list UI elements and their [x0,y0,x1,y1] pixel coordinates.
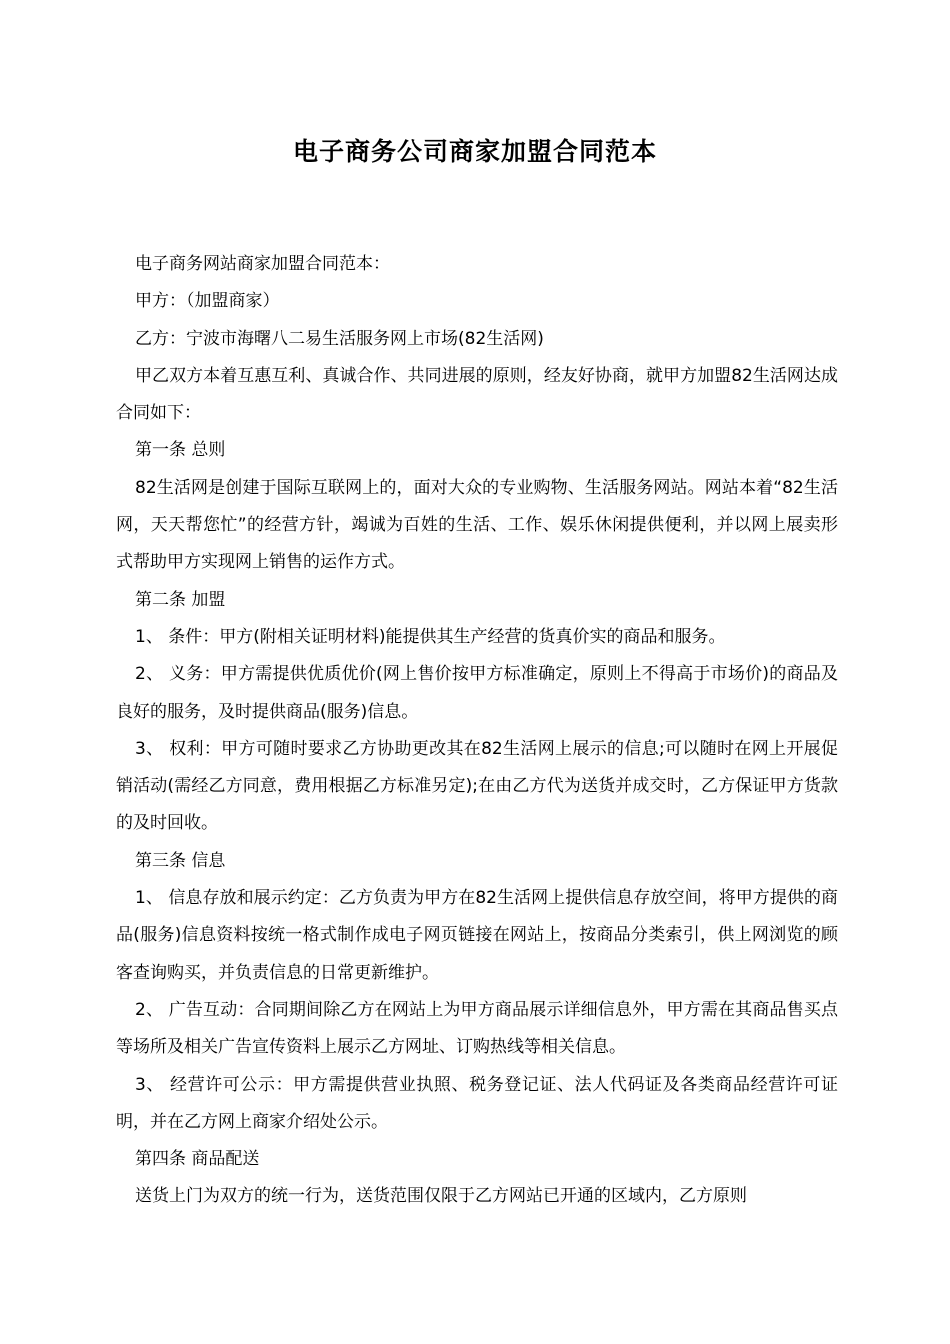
clause-3-1: 1、 信息存放和展示约定：乙方负责为甲方在82生活网上提供信息存放空间，将甲方提供的商品(服务)信息资料按统一格式制作成电子网页链接在网站上，按商品分类索引，供上网浏览的顾客查询购买，并负责信息的日常更新维护。 [116,888,838,983]
clause-2-3: 3、 权利：甲方可随时要求乙方协助更改其在82生活网上展示的信息;可以随时在网上开展促销活动(需经乙方同意，费用根据乙方标准另定);在由乙方代为送货并成交时，乙方保证甲方货款的及时回收。 [116,738,838,834]
paragraph-general: 82生活网是创建于国际互联网上的，面对大众的专业购物、生活服务网站。网站本着“82生活网，天天帮您忙”的经营方针，竭诚为百姓的生活、工作、娱乐休闲提供便利，并以网上展卖形式帮助甲方实现网上销售的运作方式。 [116,477,838,573]
document-title: 电子商务公司商家加盟合同范本 [292,137,657,166]
section-heading-2: 第二条 加盟 [135,589,226,610]
clause-2-2: 2、 义务：甲方需提供优质优价(网上售价按甲方标准确定，原则上不得高于市场价)的商品及良好的服务，及时提供商品(服务)信息。 [116,664,838,722]
clause-3-2: 2、 广告互动：合同期间除乙方在网站上为甲方商品展示详细信息外，甲方需在其商品售买点等场所及相关广告宣传资料上展示乙方网址、订购热线等相关信息。 [116,999,838,1058]
paragraph-intro: 电子商务网站商家加盟合同范本： [135,254,390,274]
paragraph-party-b: 乙方：宁波市海曙八二易生活服务网上市场(82生活网) [135,328,544,349]
document-body [116,246,838,1216]
clause-2-1: 1、 条件：甲方(附相关证明材料)能提供其生产经营的货真价实的商品和服务。 [135,626,726,647]
section-heading-4: 第四条 商品配送 [135,1149,260,1170]
paragraph-party-a: 甲方：（加盟商家） [135,291,280,312]
paragraph-delivery: 送货上门为双方的统一行为，送货范围仅限于乙方网站已开通的区域内，乙方原则 [135,1186,747,1207]
section-heading-3: 第三条 信息 [135,850,226,871]
section-heading-1: 第一条 总则 [135,440,226,461]
paragraph-preamble: 甲乙双方本着互惠互利、真诚合作、共同进展的原则，经友好协商，就甲方加盟82生活网达成合同如下： [116,365,838,424]
clause-3-3: 3、 经营许可公示：甲方需提供营业执照、税务登记证、法人代码证及各类商品经营许可证明，并在乙方网上商家介绍处公示。 [116,1074,838,1132]
